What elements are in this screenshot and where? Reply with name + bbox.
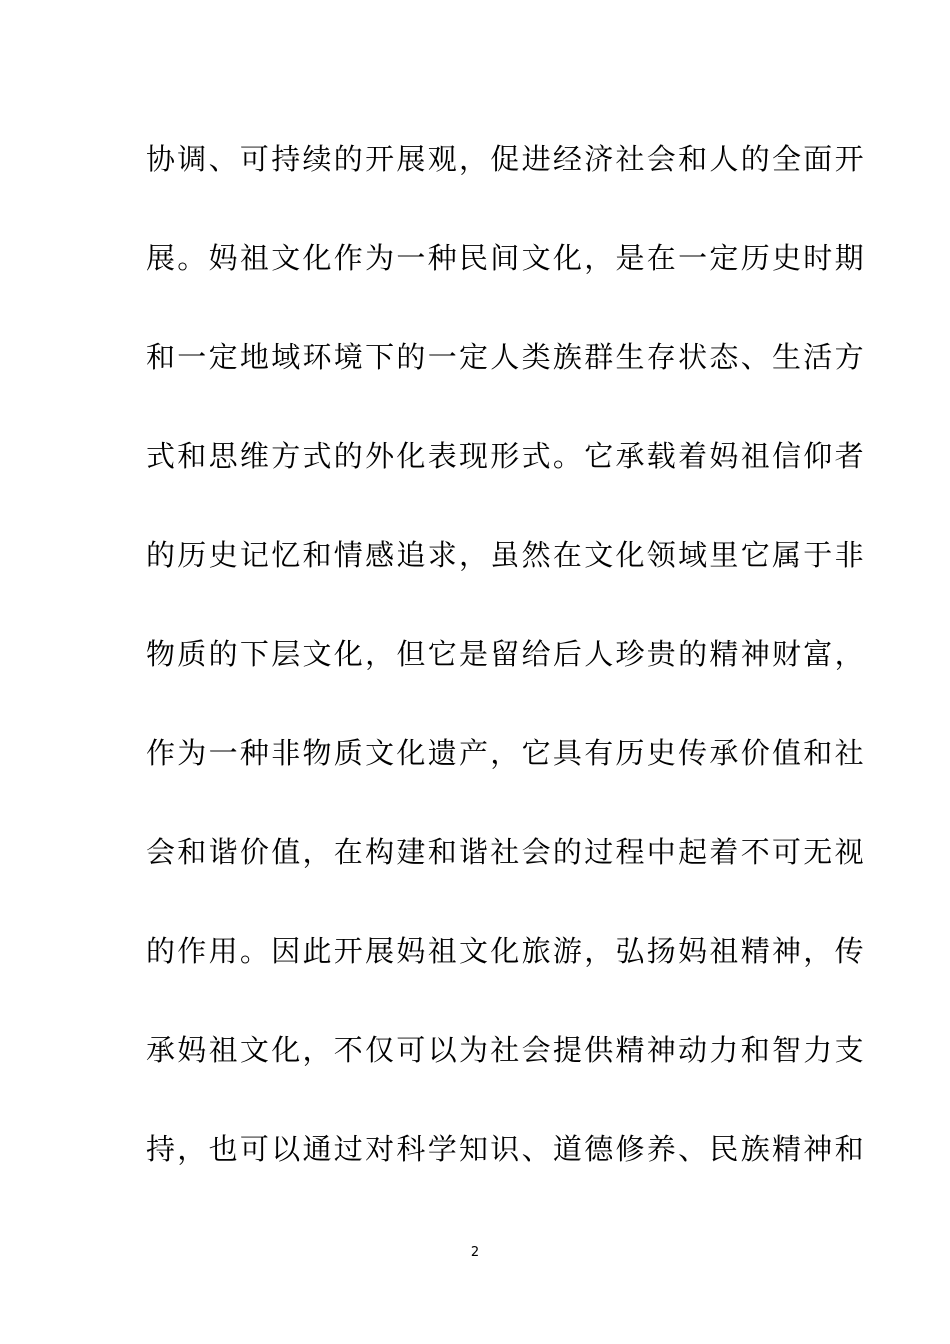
text-line-1: 协调、可持续的开展观，促进经济社会和人的全面开 — [146, 142, 866, 176]
text-line-3: 和一定地域环境下的一定人类族群生存状态、生活方 — [146, 340, 866, 374]
body-text — [146, 130, 866, 1219]
text-line-4: 式和思维方式的外化表现形式。它承载着妈祖信仰者 — [146, 439, 866, 473]
text-line-11: 持，也可以通过对科学知识、道德修养、民族精神和 — [146, 1132, 866, 1166]
text-line-8: 会和谐价值，在构建和谐社会的过程中起着不可无视 — [146, 835, 866, 869]
text-line-2: 展。妈祖文化作为一种民间文化，是在一定历史时期 — [146, 241, 866, 275]
text-line-6: 物质的下层文化，但它是留给后人珍贵的精神财富， — [146, 637, 866, 671]
page-number: 2 — [470, 1245, 480, 1260]
text-line-10: 承妈祖文化，不仅可以为社会提供精神动力和智力支 — [146, 1033, 866, 1067]
text-line-5: 的历史记忆和情感追求，虽然在文化领域里它属于非 — [146, 538, 866, 572]
text-line-7: 作为一种非物质文化遗产，它具有历史传承价值和社 — [146, 736, 866, 770]
text-line-9: 的作用。因此开展妈祖文化旅游，弘扬妈祖精神，传 — [146, 934, 866, 968]
